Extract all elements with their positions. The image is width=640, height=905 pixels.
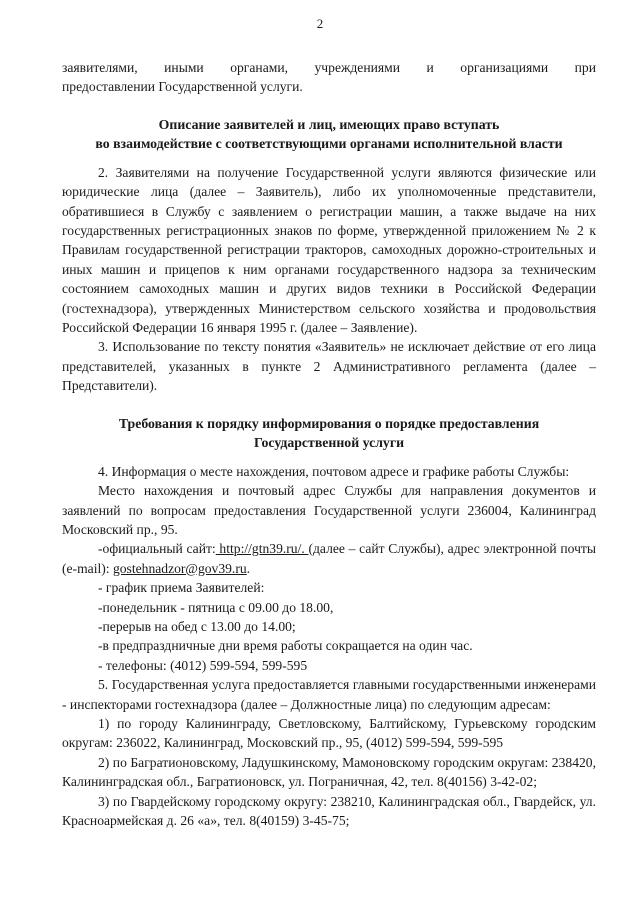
schedule-phones: - телефоны: (4012) 599-594, 599-595 — [98, 657, 308, 673]
document-body — [62, 58, 596, 830]
schedule-weekdays: -понедельник - пятница с 09.00 до 18.00, — [98, 599, 334, 615]
intro-line-1: заявителями, иными органами, учреждениями и организациями при — [62, 60, 596, 75]
page-number: 2 — [316, 16, 324, 31]
paragraph-2: 2. Заявителями на получение Государственной услуги являются физические или юридические лица (далее – Заявитель), либо их уполномоченные представители, обратившиеся в Службу с заявлением о регистрации машин, а также выдаче на них государственных регистрационных знаков по форме, утвержденной приложением № 2 к Правилам государственной регистрации тракторов, самоходных дорожно-строительных и иных машин и прицепов к ним органами государственного надзора за техническим состоянием самоходных машин и других видов техники в Российской Федерации (гостехнадзора), утвержденных Министерством сельского хозяйства и продовольствия Российской Федерации 16 января 1995 г. (далее – Заявление). — [62, 164, 596, 336]
paragraph-3: 3. Использование по тексту понятия «Заявитель» не исключает действие от его лица представителей, указанных в пункте 2 Административного регламента (далее – Представители). — [62, 339, 596, 394]
section-heading-information — [62, 414, 596, 452]
section-heading-line-2: во взаимодействие с соответствующими органами исполнительной власти — [95, 135, 563, 151]
section-heading-applicants — [62, 115, 596, 153]
address-1: 1) по городу Калининграду, Светловскому, Балтийскому, Гурьевскому городским округам: 236022, Калининград, Московский пр., 95, (4012) 599-594, 599-595 — [62, 715, 596, 751]
website-suffix: (далее – сайт Службы), адрес электронной почты (e-mail): — [62, 541, 597, 576]
paragraph-5: 5. Государственная услуга предоставляется главными государственными инженерами - инспекторами гостехнадзора (далее – Должностные лица) по следующим адресам: — [62, 677, 596, 712]
section-heading-line-1: Требования к порядку информирования о порядке предоставления — [118, 415, 540, 431]
website-prefix: -официальный сайт: — [98, 541, 216, 557]
section-heading-line-2: Государственной услуги — [253, 434, 405, 450]
paragraph-4: 4. Информация о месте нахождения, почтовом адресе и графике работы Службы: — [98, 463, 570, 479]
section-heading-line-1: Описание заявителей и лиц, имеющих право вступать — [158, 116, 500, 132]
email-link[interactable]: gostehnadzor@gov39.ru — [112, 560, 247, 576]
schedule-header: - график приема Заявителей: — [98, 580, 265, 596]
schedule-preholiday: -в предпраздничные дни время работы сокращается на один час. — [98, 638, 473, 654]
schedule-lunch: -перерыв на обед с 13.00 до 14.00; — [98, 618, 296, 634]
intro-line-2: предоставлении Государственной услуги. — [62, 79, 303, 95]
website-end: . — [246, 560, 251, 576]
website-link[interactable]: http://gtn39.ru/. — [215, 541, 309, 557]
address-3: 3) по Гвардейскому городскому округу: 238210, Калининградская обл., Гвардейск, ул. Красноармейская д. 26 «а», тел. 8(40159) 3-45-75; — [62, 793, 596, 828]
paragraph-website — [62, 539, 596, 578]
paragraph-4-address: Место нахождения и почтовый адрес Службы для направления документов и заявлений по вопросам предоставления Государственной услуги 236004, Калининград Московский пр., 95. — [62, 483, 596, 537]
address-2: 2) по Багратионовскому, Ладушкинскому, Мамоновскому городским округам: 238420, Калининградская обл., Багратионовск, ул. Пограничная, 42, тел. 8(40156) 3-42-02; — [62, 754, 596, 790]
